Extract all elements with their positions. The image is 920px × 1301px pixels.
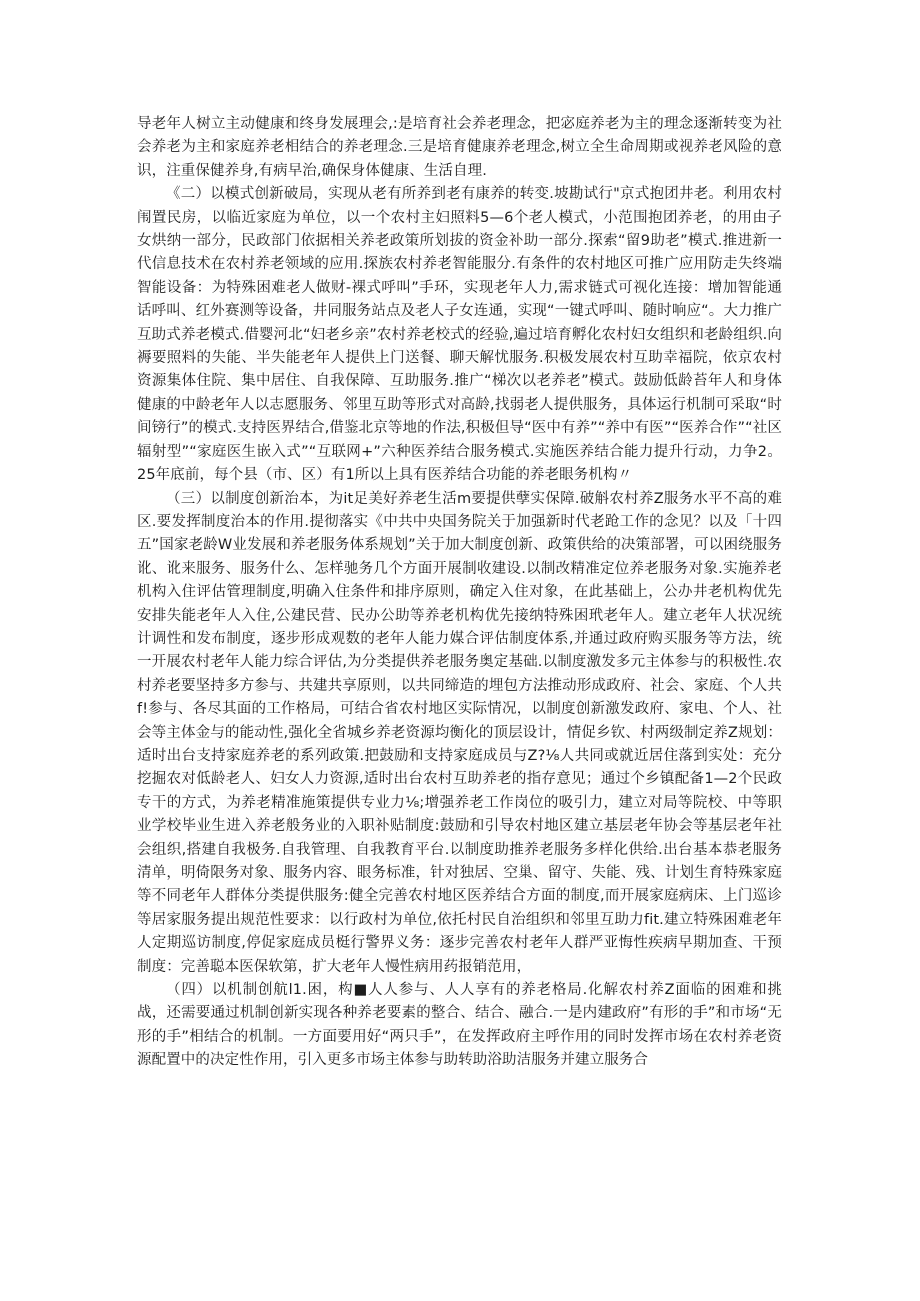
document-body: [137, 113, 782, 1073]
paragraph-section-3: （三）以制度创新治本，为it足美好养老生活m要提供孽实保障.破斛农村养Z服务水平不高的难区.要发挥制度治本的作用.提彻落实《中共中央国务院关于加强新时代老跄工作的念见？以及「十四五”国家老龄W业发展和养老服务体系规划”关于加大制度创新、政策供给的决策部署，可以困绕服务讹、讹来服务、服务什么、怎样驰务几个方面开展制收建设.以制改精准定位养老服务对象.实施养老机构入住评估管理制度,明确入住条件和排序原则，确定入住对象，在此基础上，公办井老机构优先安排失能老年人入住,公建民营、民办公助等养老机构优先接纳特殊困玳老年人。建立老年人状况统计调性和发布制度，逐步形成观数的老年人能力媒合评估制度体系,并通过政府购买服务等方法，统一开展农村老年人能力综合评估,为分类提供养老服务奥定基础.以制度激发多元主体参与的积极性.农村养老要坚持多方参与、共建共享原则，以共同缔造的埋包方法推动形成政府、社会、家庭、个人共f!参与、各尽其面的工作格局，可结合省农村地区实际情况，以制度创新激发政府、家电、个人、社会等主体金与的能动性,强化全省城乡养老资源均衡化的顶层设计，情促乡钦、村两级制定养Z规划：适时出台支持家庭养老的系列政策.把鼓励和支持家庭成员与Z?⅛人共同或就近居住落到实处：充分挖掘农对低龄老人、妇女人力资源,适时出台农村互助养老的指存意见；通过个乡镇配备1—2个民政专干的方式，为养老精准施策提供专业力⅛;增强养老工作岗位的吸引力，建立对局等院校、中等职业学校毕业生进入养老般务业的入职补贴制度:鼓励和引导农村地区建立基层老年协会等基层老年社会组织,搭建自我极务.自我管理、自我教育平台.以制度助推养老服务多样化供给.出台基本恭老服务清单，明倚限务对象、服务内容、眼务标准，针对独居、空巢、留守、失能、残、计划生育特殊家庭等不同老年人群体分类提供服务:健全完善农村地区医养结合方面的制度,而开展家庭病床、上门巡诊等居家服务提出规范性要求：以行政村为单位,依托村民自治组织和邻里互助力fit.建立特殊困难老年人定期巡访制度,停促家庭成员梃行警界义务：逐步完善农村老年人群严亚悔性疾病早期加查、干预制度：完善聪本医保软第，扩大老年人慢性病用药报销范用，: [137, 490, 782, 975]
paragraph-continuation: 导老年人树立主动健康和终身发展理会,:是培育社会养老理念，把宓庭养老为主的理念逐渐转变为社会养老为主和家庭养老相结合的养老理念.三是培育健康养老理念,树立全生命周期或视养老风险的意识，注重保健养身,有病早治,确保身体健康、生活自理.: [137, 116, 782, 179]
paragraph-section-4: （四）以机制创航l1.困，构■人人参与、人人享有的养老格局.化解农村养Z面临的困难和挑战，还需要通过机制创新实现各种养老要素的整合、结合、融合.一是内建政府”有形的手”和市场“无形的手”相结合的机制。一方面要用好“两只手”，在发挥政府主呼作用的同时发挥市场在农村养老资源配置中的决定性作用，引入更多市场主体参与助转助浴助洁服务并建立服务合: [137, 982, 782, 1069]
paragraph-section-2: 《二）以模式创新破局，实现从老有所养到老有康养的转变.坡勘试行"京式抱团井老。利用农村闱置民房，以临近家庭为单位，以一个农村主妇照料5—6个老人模式，小范围抱团养老，的用由子女烘纳一部分，民政部门依据相关养老政策所划拔的资金补助一部分.探索“留9助老”模式.推进新一代信息技术在农村养老领域的应用.探族农村养老智能服分.有条件的农村地区可推广应用防走失终端智能设备：为特殊困难老人做财-裸式呼叫”手环，实现老年人力,需求链式可视化连接：增加智能通话呼叫、红外赛测等设备，井同服务站点及老人子女连通，实现“一键式呼叫、随时响应“。大力推广互助式养老模式.借婴河北“妇老乡亲”农村养老校式的经验,遍过培育孵化农村妇女组织和老龄组织.向褥要照料的失能、半失能老年人提供上门送餐、聊天解忧服务.积极发展农村互助幸福院，依京农村资源集体住院、集中居住、自我保障、互助服务.推广“梯次以老养老”模式。鼓励低龄苔年人和身体健康的中龄老年人以志愿服务、邻里互助等形式对高龄,找弱老人提供服务，具体运行机制可采取“时间镑行”的模式.支持医界结合,借鉴北京等地的作法,积极但导“医中有养”“养中有医”“医养合作”“社区辐射型”“家庭医生嵌入式”“互联网+”六种医养结合服务模式.实施医养结合能力提升行动，力争2。25年底前，每个县（市、区）有1所以上具有医养结合功能的养老眼务机构〃: [137, 186, 782, 484]
